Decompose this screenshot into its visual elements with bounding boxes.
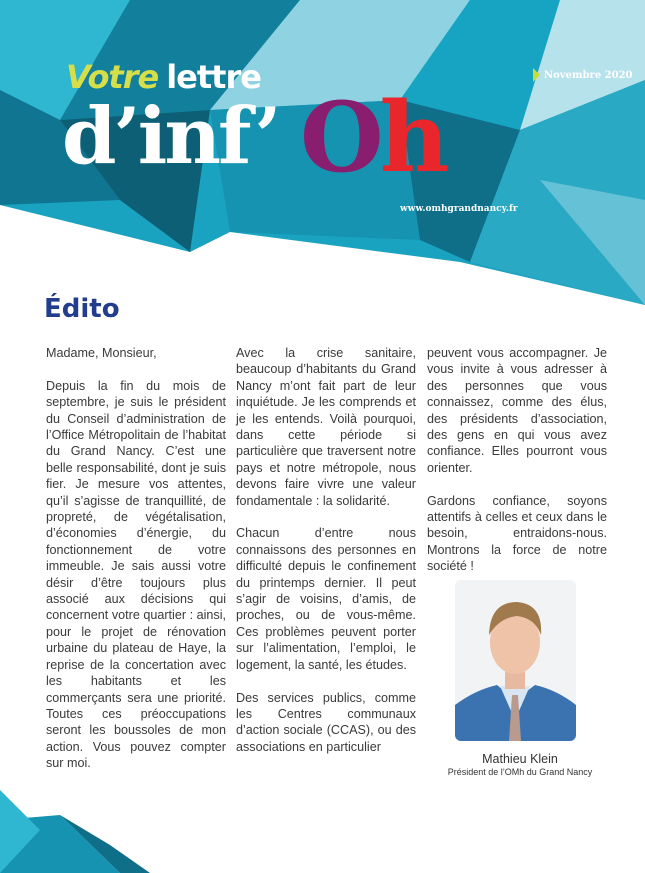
title-lettre: lettre [166, 58, 261, 96]
triangle-bullet-icon [533, 68, 540, 82]
omh-logo [300, 81, 446, 194]
author-portrait [455, 580, 576, 741]
paragraph: Gardons confiance, soyons attentifs à celles et ceux dans le besoin, entraidons-nous. Montrons la force de notre société ! [427, 493, 607, 574]
article-column-1 [46, 345, 226, 788]
paragraph: peuvent vous accompagner. Je vous invite à vous adresser à des personnes que vous connaissez, comme des élus, des présidents d’association, des gens en qui vous avez confiance. Elles pourront vous orienter. [427, 346, 607, 475]
author-role: Président de l’OMh du Grand Nancy [447, 767, 593, 777]
author-name: Mathieu Klein [482, 752, 558, 766]
paragraph: Avec la crise sanitaire, beaucoup d’habitants du Grand Nancy m’ont fait part de leur inquiétude. Je les comprends et je les entends. Voilà pourquoi, dans cette période si particulière que traversent notre pays et notre métropole, nous devons faire vivre une valeur fondamentale : la solidarité. [236, 346, 416, 508]
article-column-3 [427, 345, 607, 591]
paragraph: Chacun d’entre nous connaissons des personnes en difficulté depuis le confinement du printemps dernier. Il peut s’agir de voisins, d’amis, de proches, ou de vous-même. Ces problèmes peuvent porter sur l’alimentation, l’emploi, le logement, la santé, les études. [236, 526, 416, 672]
article-column-2 [236, 345, 416, 772]
title-votre: Votre [66, 58, 159, 96]
logo-h: h [379, 81, 446, 194]
newsletter-title-line2: d’inf’ [62, 91, 279, 182]
issue-date [533, 68, 633, 82]
paragraph: Des services publics, comme les Centres communaux d’action sociale (CCAS), ou des associations en particulier [236, 690, 416, 754]
article-heading: Édito [44, 294, 120, 324]
paragraph: Depuis la fin du mois de septembre, je suis le président du Conseil d’administration de l’Office Métropolitain de l’habitat du Grand Nancy. C’est une belle responsabilité, dont je suis fier. Je mesure vos attentes, qu’il s’agisse de tranquillité, de propreté, de végétalisation, d’économies d’énergie, du fonctionnement de votre immeuble. Je sais aussi votre désir d’être toujours plus associé aux décisions qui concernent votre quartier : ainsi, pour le projet de rénovation urbaine du plateau de Haye, la reprise de la concertation avec les habitants et les commerçants sera une priorité. Toutes ces préoccupations seront les boussoles de mon action. Vous pouvez compter sur moi. [46, 378, 226, 771]
date-text: Novembre 2020 [544, 69, 633, 81]
paragraph: Madame, Monsieur, [46, 346, 157, 360]
website-link[interactable]: www.omhgrandnancy.fr [400, 204, 518, 214]
logo-o: O [300, 81, 380, 194]
